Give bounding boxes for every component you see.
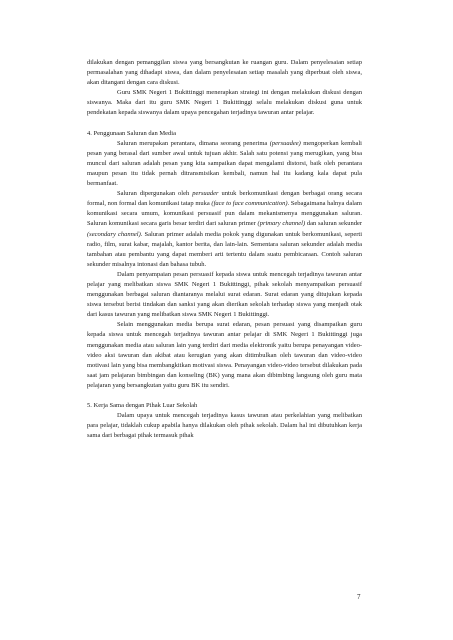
page-number: 7 — [357, 593, 361, 601]
section-heading: 5. Kerja Sama dengan Pihak Luar Sekolah — [87, 402, 198, 409]
paragraph: Selain menggunakan media berupa surat edaran, pesan persuasi yang disampaikan guru kepada siswa untuk mencegah terjadinya tawuran antar pelajar di SMK Negeri 1 Bukittinggi juga menggunakan media atau saluran lain yang terdiri dari media elektronik yaitu berupa penayangan video-video aksi tawuran dan akibat atau kerugian yang akan ditimbulkan oleh tawuran dan video-video motivasi lain yang bisa membangkitkan motivasi siswa. Penayangan video-video tersebut dilakukan pada saat jam pelajaran bimbingan dan konseling (BK) yang mana akan dibimbing langsung oleh guru mata pelajaran yang bersangkutan yaitu guru BK itu sendiri. — [87, 321, 362, 389]
paragraph: Dalam penyampaian pesan persuasif kepada siswa untuk mencegah terjadinya tawuran antar pelajar yang melibatkan siswa SMK Negeri 1 Bukittinggi, pihak sekolah menyampaikan persuasif menggunakan berbagai saluran diantaranya melalui surat edaran. Surat edaran yang ditujukan kepada siswa tersebut berisi tindakan dan sanksi yang akan dierikan sekolah terhadap siswa yang menjadi otak dari kasus tawuran yang melibatkan siswa SMK Negeri 1 Bukittinggi. — [87, 270, 362, 319]
section-spacer — [87, 391, 362, 401]
paragraph: Dalam upaya untuk mencegah terjadinya kasus tawuran atau perkelahian yang melibatkan para pelajar, tidaklah cukup apabila hanya dilakukan oleh pihak sekolah. Dalam hal ini dibutuhkan kerja sama dari berbagai pihak termasuk pihak — [87, 412, 362, 440]
paragraph: dilakukan dengan pemanggilan siswa yang bersangkutan ke ruangan guru. Dalam penyelesaian setiap permasalahan yang dihadapi siswa, dan dalam penyelesaian setiap masalah yang diperbuat oleh siswa, akan ditangani dengan cara diskusi. — [87, 59, 362, 87]
paragraph: Saluran dipergunakan oleh persuader untuk berkomunikasi dengan berbagai orang secara formal, non formal dan komunikasi tatap muka (face to face communication). Sebagaimana halnya dalam komunikasi secara umum, komunikasi persuasif pun dalam mekanismenya menggunakan saluran. Saluran komunikasi secara garis besar terdiri dari saluran primer (primary channel) dan saluran sekunder (secondary channel). Saluran primer adalah media pokok yang digunakan untuk berkomunikasi, seperti radio, film, surat kabar, majalah, kantor berita, dan lain-lain. Sementara saluran sekunder adalah media tambahan atau pembantu yang dapat memberi arti tertentu dalam suatu pembicaraan. Contoh saluran sekunder misalnya intonasi dan bahasa tubuh. — [87, 190, 362, 268]
section-spacer — [87, 119, 362, 129]
paragraph: Saluran merupakan perantara, dimana seorang penerima (persuadee) mengoperkan kembali pesan yang berasal dari sumber awal untuk tujuan akhir. Salah satu potensi yang merugikan, yang bisa muncul dari saluran adalah pesan yang kita sampaikan dapat mengalami distorsi, baik oleh perantara maupun pesan itu tidak pernah ditransmisikan kembali, namun hal itu kadang kala dapat pula bermanfaat. — [87, 139, 362, 188]
section-heading: 4. Penggunaan Saluran dan Media — [87, 129, 176, 137]
paragraph: Guru SMK Negeri 1 Bukittinggi menerapkan strategi ini dengan melakukan diskusi dengan siswanya. Maka dari itu guru SMK Negeri 1 Bukittinggi selalu melakukan diskusi guna untuk pendekatan kepada siswanya dalam upaya pencegahan terjadinya tawuran antar pelajar. — [87, 89, 362, 117]
body-text — [87, 58, 362, 441]
